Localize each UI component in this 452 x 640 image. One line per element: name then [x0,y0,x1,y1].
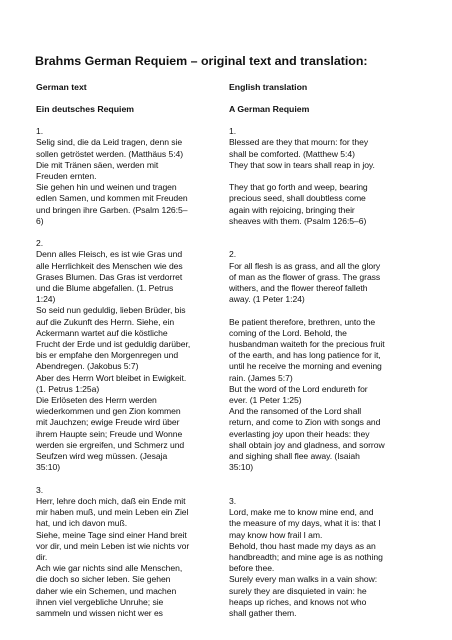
page-title: Brahms German Requiem – original text and translation: [35,54,368,68]
german-text-body: 1. Selig sind, die da Leid tragen, denn sie sollen getröstet werden. (Matthäus 5:4) Die mit Tränen säen, werden mit Freuden ernten. Sie gehen hin und weinen und tragen edlen Samen, und kommen mit Freuden und bringen ihre Garben. (Psalm 126:5– 6) 2. Denn alles Fleisch, es ist wie Gras und alle Herrlichkeit des Menschen wie des Grases Blumen. Das Gras ist verdorret und die Blume abgefallen. (1. Petrus 1:24) So seid nun geduldig, lieben Brüder, bis auf die Zukunft des Herrn. Siehe, ein Ackermann wartet auf die köstliche Frucht der Erde und ist geduldig darüber, bis er empfahe den Morgenregen und Abendregen. (Jakobus 5:7) Aber des Herrn Wort bleibet in Ewigkeit. (1. Petrus 1:25a) Die Erlöseten des Herrn werden wiederkommen und gen Zion kommen mit Jauchzen; ewige Freude wird über ihrem Haupte sein; Freude und Wonne werden sie ergreifen, und Schmerz und Seufzen wird weg müssen. (Jesaja 35:10) 3. Herr, lehre doch mich, daß ein Ende mit mir haben muß, und mein Leben ein Ziel hat, und ich davon muß. Siehe, meine Tage sind einer Hand breit vor dir, und mein Leben ist wie nichts vor dir. Ach wie gar nichts sind alle Menschen, die doch so sicher leben. Sie gehen daher wie ein Schemen, und machen ihnen viel vergebliche Unruhe; sie sammeln und wissen nicht wer es [36,126,191,618]
english-text-body: 1. Blessed are they that mourn: for they shall be comforted. (Matthew 5:4) They that sow in tears shall reap in joy. They that go forth and weep, bearing precious seed, shall doubtless come again with rejoicing, bringing their sheaves with them. (Psalm 126:5–6) 2. For all flesh is as grass, and all the glory of man as the flower of grass. The grass withers, and the flower thereof falleth away. (1 Peter 1:24) Be patient therefore, brethren, unto the coming of the Lord. Behold, the husbandman waiteth for the precious fruit of the earth, and has long patience for it, until he receive the morning and evening rain. (James 5:7) But the word of the Lord endureth for ever. (1 Peter 1:25) And the ransomed of the Lord shall return, and come to Zion with songs and everlasting joy upon their heads: they shall obtain joy and gladness, and sorrow and sighing shall flee away. (Isaiah 35:10) 3. Lord, make me to know mine end, and the measure of my days, what it is: that I may know how frail I am. Behold, thou hast made my days as an handbreadth; and mine age is as nothing before thee. Surely every man walks in a vain show: surely they are disquieted in vain: he heaps up riches, and knows not who shall gather them. [229,126,385,618]
german-column-header: German text [36,82,87,92]
english-work-title: A German Requiem [229,104,310,114]
english-column-header: English translation [229,82,308,92]
german-work-title: Ein deutsches Requiem [36,104,135,114]
english-column [229,82,421,619]
german-column [36,82,223,619]
